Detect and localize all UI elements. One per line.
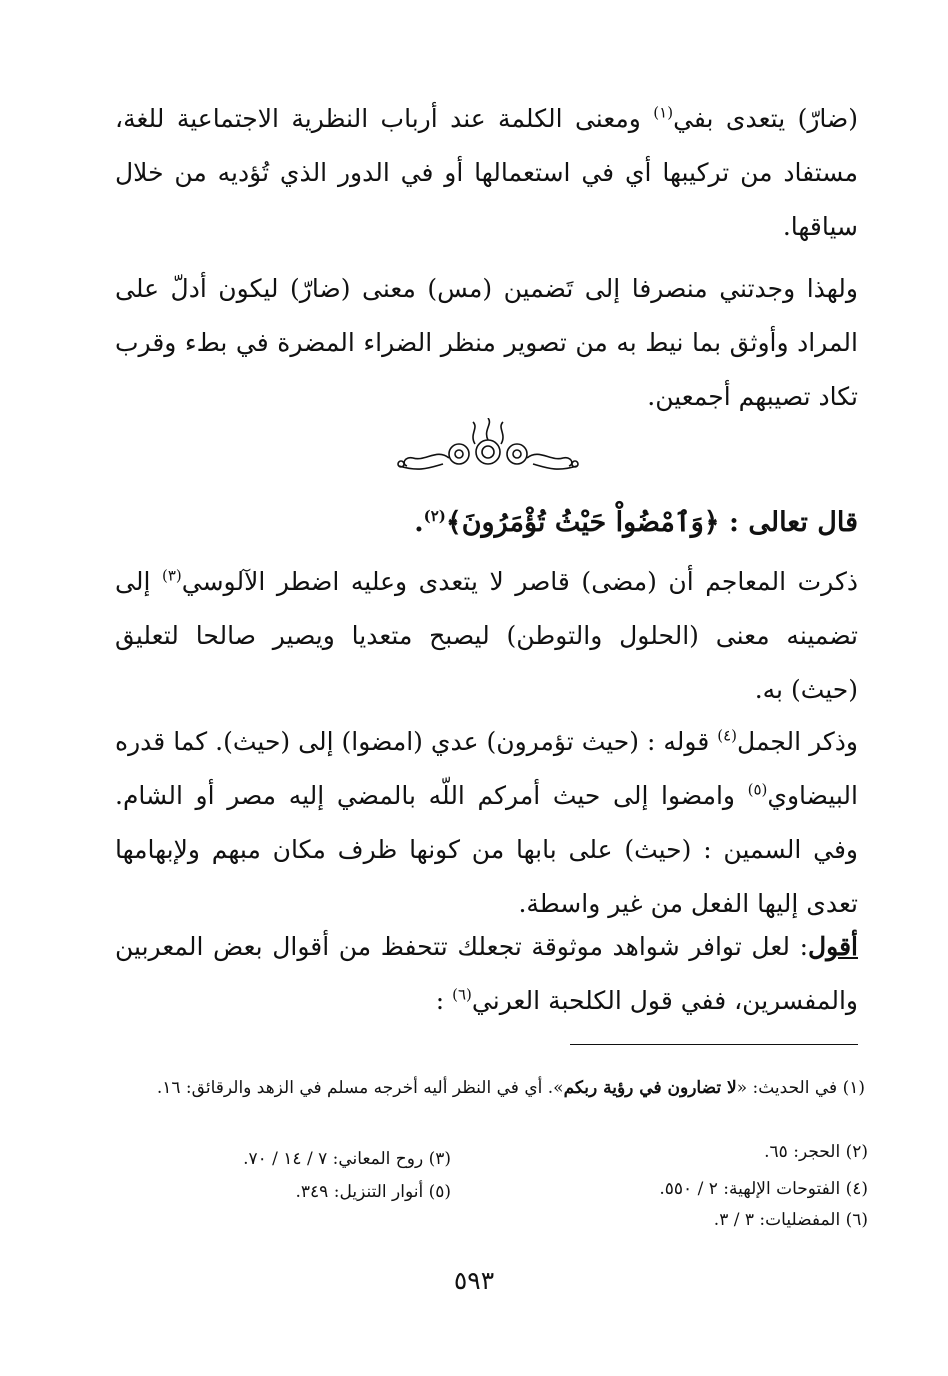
footnote-4: (٤) الفتوحات الإلهية: ٢ / ٥٥٠. [659,1179,868,1199]
footnote-1 [115,1074,865,1102]
aqul-label: أقول [808,932,858,961]
footnote-ref-2: (٢) [423,507,446,525]
paragraph-5-text-b: قوله : (حيث تؤمرون) عدي (امضوا) إلى (حيث). كما قدره البيضاوي [115,727,858,810]
footnote-3: (٣) روح المعاني: ٧ / ١٤ / ٧٠. [243,1149,451,1169]
footnote-ref-4: (٤) [717,726,738,745]
footnote-ref-3: (٣) [161,566,182,585]
paragraph-6-text-a: : لعل توافر شواهد موثوقة تجعلك تتحفظ من أقوال بعض المعربين والمفسرين، ففي قول الكلحبة العرني [115,932,858,1015]
footnote-1-text-a: في الحديث: « [736,1078,843,1098]
paragraph-5-text-a: وذكر الجمل [737,727,858,756]
footnote-1-text-b: ». أي في النظر أليه أخرجه مسلم في الزهد والرقائق: ١٦. [156,1078,564,1098]
paragraph-5-text-c: وامضوا إلى حيث أمركم اللّه بالمضي إليه مصر أو الشام. وفي السمين : (حيث) على بابها من كونها ظرف مكان مبهم ولإبهامها تعدى إليها الفعل من غير واسطة. [115,781,858,918]
footnote-ref-1: (١) [653,103,674,122]
footnote-ref-5: (٥) [747,780,768,799]
verse-end: . [414,507,424,538]
footnote-ref-6: (٦) [452,985,472,1004]
footnote-5: (٥) أنوار التنزيل: ٣٤٩. [295,1182,451,1202]
paragraph-6-text-b: : [435,986,453,1015]
paragraph-1-text-a: (ضارّ) يتعدى بفي [673,104,858,133]
paragraph-1 [115,92,858,254]
footnote-6: (٦) المفضليات: ٣ / ٣. [713,1210,868,1230]
ornament-divider [393,418,583,478]
paragraph-2: ولهذا وجدتني منصرفا إلى تَضمين (مس) معنى (ضارّ) ليكون أدلّ على المراد وأوثق بما نيط به من تصوير منظر الضراء المضرة في بطء وقرب تكاد تصيبهم أجمعين. [115,274,858,411]
verse-heading [115,496,858,550]
paragraph-4-text-a: ذكرت المعاجم أن (مضى) قاصر لا يتعدى وعليه اضطر الآلوسي [181,567,858,596]
paragraph-5 [115,715,858,931]
hadith-quote: لا تضارون في رؤية ربكم [563,1078,737,1098]
footnote-2: (٢) الحجر: ٦٥. [764,1142,868,1162]
page-number: ٥٩٣ [453,1266,495,1295]
footnote-1-number: (١) [842,1078,865,1098]
paragraph-4 [115,555,858,717]
footnote-separator [570,1044,858,1045]
paragraph-4-text-b: إلى تضمينه معنى (الحلول والتوطن) ليصبح متعديا ويصير صالحا لتعليق (حيث) به. [115,567,858,704]
paragraph-1-text-b: ومعنى الكلمة عند أرباب النظرية الاجتماعية للغة، مستفاد من تركيبها أي في استعمالها أو في الدور الذي تُؤديه من خلال سياقها. [115,104,858,241]
quran-verse: ﴿وَٱمْضُواْ حَيْثُ تُؤْمَرُونَ﴾ [445,507,720,538]
paragraph-6 [115,920,858,1028]
verse-lead: قال تعالى : [719,507,858,538]
